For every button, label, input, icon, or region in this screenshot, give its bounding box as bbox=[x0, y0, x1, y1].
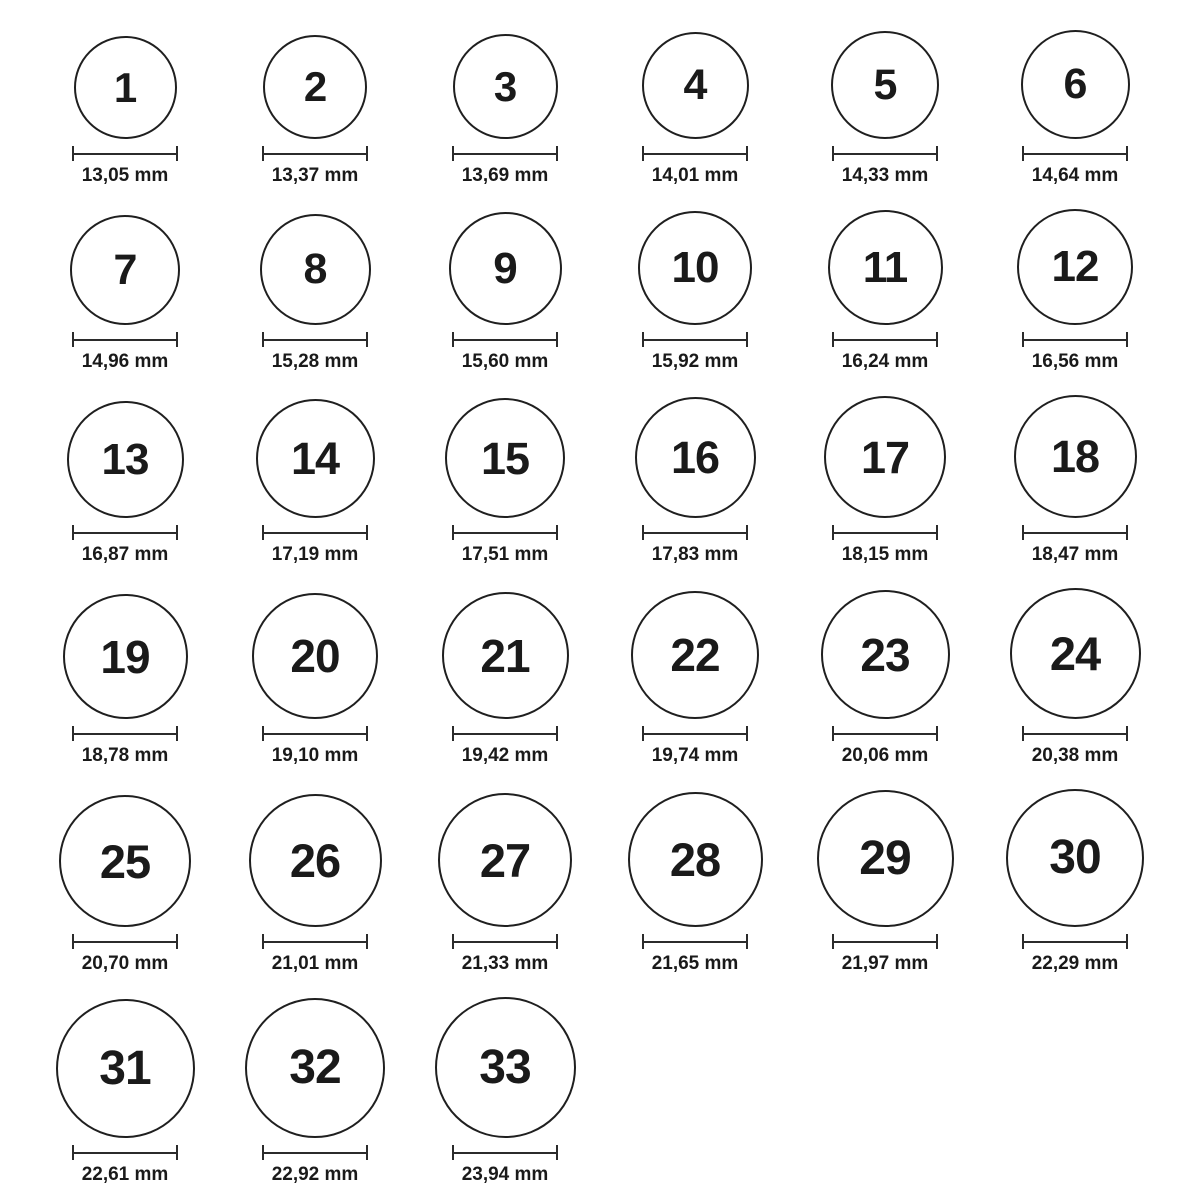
ring-size-number: 26 bbox=[289, 834, 341, 887]
diameter-measure-line bbox=[832, 525, 938, 540]
ring-size-number: 20 bbox=[290, 630, 340, 682]
diameter-label: 21,97 mm bbox=[841, 953, 929, 974]
ring-circle bbox=[628, 792, 763, 927]
ring-size-number: 32 bbox=[289, 1041, 341, 1094]
ring-size-cell bbox=[642, 32, 749, 187]
ring-circle bbox=[631, 591, 759, 719]
ring-circle bbox=[435, 997, 576, 1138]
diameter-measure-line bbox=[1022, 146, 1128, 161]
ring-size-cell bbox=[635, 397, 756, 566]
diameter-measure-line bbox=[262, 146, 368, 161]
diameter-measure-line bbox=[72, 726, 178, 741]
ring-circle bbox=[817, 790, 954, 927]
diameter-measure-line bbox=[1022, 332, 1128, 347]
diameter-measure-line bbox=[832, 146, 938, 161]
ring-circle bbox=[438, 793, 572, 927]
ring-size-number: 7 bbox=[113, 245, 137, 294]
ring-size-number: 5 bbox=[873, 60, 897, 109]
ring-size-cell bbox=[1014, 395, 1137, 566]
ring-size-cell bbox=[252, 593, 378, 767]
diameter-label: 22,29 mm bbox=[1031, 953, 1119, 974]
ring-size-number: 6 bbox=[1063, 60, 1087, 108]
diameter-measure-line bbox=[262, 726, 368, 741]
diameter-label: 17,51 mm bbox=[461, 544, 549, 565]
ring-circle bbox=[638, 211, 752, 325]
ring-size-cell bbox=[435, 997, 576, 1186]
diameter-measure-line bbox=[452, 525, 558, 540]
diameter-label: 20,70 mm bbox=[81, 953, 169, 974]
ring-size-cell bbox=[245, 998, 385, 1186]
ring-size-cell bbox=[449, 212, 562, 373]
ring-size-number: 9 bbox=[493, 243, 517, 293]
ring-size-number: 24 bbox=[1049, 627, 1101, 680]
diameter-measure-line bbox=[452, 332, 558, 347]
ring-size-cell bbox=[817, 790, 954, 975]
diameter-measure-line bbox=[642, 525, 748, 540]
ring-circle bbox=[1021, 30, 1130, 139]
ring-circle bbox=[1010, 588, 1141, 719]
diameter-label: 16,87 mm bbox=[81, 544, 169, 565]
ring-circle bbox=[445, 398, 565, 518]
diameter-label: 15,28 mm bbox=[271, 351, 359, 372]
ring-size-number: 33 bbox=[479, 1040, 531, 1094]
ring-size-cell bbox=[831, 31, 939, 187]
ring-circle bbox=[1006, 789, 1144, 927]
ring-circle bbox=[59, 795, 191, 927]
diameter-label: 22,61 mm bbox=[81, 1164, 169, 1185]
diameter-measure-line bbox=[832, 934, 938, 949]
ring-circle bbox=[256, 399, 375, 518]
ring-size-number: 11 bbox=[862, 242, 908, 292]
diameter-measure-line bbox=[1022, 726, 1128, 741]
ring-size-number: 30 bbox=[1049, 831, 1101, 884]
ring-size-cell bbox=[452, 34, 558, 187]
ring-size-cell bbox=[56, 999, 195, 1186]
ring-circle bbox=[249, 794, 382, 927]
diameter-label: 18,47 mm bbox=[1031, 544, 1119, 565]
ring-circle bbox=[252, 593, 378, 719]
ring-size-number: 13 bbox=[101, 434, 149, 484]
ring-size-number: 3 bbox=[493, 62, 517, 110]
diameter-label: 21,33 mm bbox=[461, 953, 549, 974]
ring-circle bbox=[824, 396, 946, 518]
ring-size-number: 21 bbox=[480, 629, 530, 682]
ring-circle bbox=[635, 397, 756, 518]
diameter-measure-line bbox=[642, 146, 748, 161]
diameter-label: 14,33 mm bbox=[841, 165, 929, 186]
ring-size-cell bbox=[442, 592, 569, 767]
diameter-measure-line bbox=[262, 934, 368, 949]
diameter-measure-line bbox=[1022, 525, 1128, 540]
ring-size-cell bbox=[262, 35, 368, 187]
diameter-measure-line bbox=[262, 525, 368, 540]
ring-circle bbox=[642, 32, 749, 139]
ring-size-cell bbox=[824, 396, 946, 566]
diameter-measure-line bbox=[642, 934, 748, 949]
ring-circle bbox=[453, 34, 558, 139]
diameter-label: 19,74 mm bbox=[651, 745, 739, 766]
diameter-measure-line bbox=[262, 332, 368, 347]
diameter-label: 22,92 mm bbox=[271, 1164, 359, 1185]
diameter-label: 15,60 mm bbox=[461, 351, 549, 372]
diameter-label: 18,78 mm bbox=[81, 745, 169, 766]
ring-circle bbox=[63, 594, 188, 719]
ring-circle bbox=[67, 401, 184, 518]
diameter-label: 17,83 mm bbox=[651, 544, 739, 565]
diameter-measure-line bbox=[452, 146, 558, 161]
ring-size-number: 28 bbox=[669, 833, 721, 886]
diameter-label: 14,64 mm bbox=[1031, 165, 1119, 186]
diameter-measure-line bbox=[832, 332, 938, 347]
diameter-measure-line bbox=[72, 934, 178, 949]
ring-size-cell bbox=[72, 36, 178, 187]
ring-size-cell bbox=[249, 794, 382, 975]
diameter-label: 20,06 mm bbox=[841, 745, 929, 766]
diameter-label: 13,05 mm bbox=[81, 165, 169, 186]
ring-circle bbox=[70, 215, 180, 325]
ring-size-cell bbox=[260, 214, 371, 373]
ring-circle bbox=[831, 31, 939, 139]
ring-size-number: 15 bbox=[480, 432, 530, 484]
ring-size-cell bbox=[70, 215, 180, 373]
ring-size-number: 2 bbox=[303, 63, 327, 110]
diameter-label: 20,38 mm bbox=[1031, 745, 1119, 766]
diameter-label: 14,01 mm bbox=[651, 165, 739, 186]
ring-circle bbox=[442, 592, 569, 719]
ring-size-number: 29 bbox=[859, 831, 911, 885]
ring-size-number: 17 bbox=[860, 431, 910, 483]
ring-size-cell bbox=[67, 401, 184, 566]
diameter-label: 19,42 mm bbox=[461, 745, 549, 766]
ring-size-number: 27 bbox=[479, 833, 531, 887]
ring-size-number: 22 bbox=[670, 629, 720, 681]
diameter-measure-line bbox=[642, 332, 748, 347]
diameter-measure-line bbox=[1022, 934, 1128, 949]
ring-size-number: 23 bbox=[860, 628, 910, 681]
diameter-label: 13,37 mm bbox=[271, 165, 359, 186]
ring-circle bbox=[56, 999, 195, 1138]
diameter-measure-line bbox=[72, 332, 178, 347]
ring-size-number: 1 bbox=[113, 63, 137, 111]
ring-circle bbox=[260, 214, 371, 325]
ring-size-number: 18 bbox=[1050, 431, 1100, 482]
diameter-measure-line bbox=[452, 1145, 558, 1160]
ring-size-cell bbox=[1006, 789, 1144, 975]
diameter-label: 23,94 mm bbox=[461, 1164, 549, 1185]
ring-size-number: 4 bbox=[683, 61, 707, 109]
ring-size-number: 19 bbox=[100, 630, 150, 683]
ring-size-number: 25 bbox=[99, 834, 151, 888]
ring-size-cell bbox=[63, 594, 188, 767]
diameter-measure-line bbox=[642, 726, 748, 741]
diameter-measure-line bbox=[452, 934, 558, 949]
ring-circle bbox=[245, 998, 385, 1138]
ring-size-number: 14 bbox=[290, 433, 340, 484]
ring-size-cell bbox=[1010, 588, 1141, 767]
diameter-label: 21,01 mm bbox=[271, 953, 359, 974]
ring-size-number: 8 bbox=[303, 245, 327, 293]
diameter-label: 16,56 mm bbox=[1031, 351, 1119, 372]
ring-circle bbox=[1014, 395, 1137, 518]
diameter-label: 14,96 mm bbox=[81, 351, 169, 372]
ring-size-number: 12 bbox=[1051, 242, 1099, 291]
ring-circle bbox=[828, 210, 943, 325]
ring-size-cell bbox=[59, 795, 191, 975]
diameter-label: 15,92 mm bbox=[651, 351, 739, 372]
diameter-measure-line bbox=[832, 726, 938, 741]
diameter-label: 17,19 mm bbox=[271, 544, 359, 565]
diameter-label: 16,24 mm bbox=[841, 351, 929, 372]
ring-size-number: 10 bbox=[671, 243, 719, 292]
diameter-measure-line bbox=[72, 1145, 178, 1160]
ring-circle bbox=[821, 590, 950, 719]
ring-size-cell bbox=[631, 591, 759, 767]
ring-size-cell bbox=[256, 399, 375, 566]
ring-circle bbox=[263, 35, 367, 139]
diameter-measure-line bbox=[452, 726, 558, 741]
diameter-label: 19,10 mm bbox=[271, 745, 359, 766]
ring-circle bbox=[449, 212, 562, 325]
ring-size-cell bbox=[821, 590, 950, 767]
ring-size-number: 16 bbox=[670, 432, 720, 483]
ring-circle bbox=[74, 36, 177, 139]
diameter-measure-line bbox=[72, 525, 178, 540]
diameter-measure-line bbox=[72, 146, 178, 161]
diameter-label: 18,15 mm bbox=[841, 544, 929, 565]
ring-size-cell bbox=[628, 792, 763, 975]
ring-size-cell bbox=[1021, 30, 1130, 187]
diameter-label: 21,65 mm bbox=[651, 953, 739, 974]
ring-circle bbox=[1017, 209, 1133, 325]
ring-size-number: 31 bbox=[99, 1041, 151, 1095]
diameter-label: 13,69 mm bbox=[461, 165, 549, 186]
ring-size-cell bbox=[438, 793, 572, 975]
ring-size-cell bbox=[1017, 209, 1133, 373]
ring-size-cell bbox=[445, 398, 565, 566]
ring-size-cell bbox=[828, 210, 943, 373]
ring-size-cell bbox=[638, 211, 752, 373]
diameter-measure-line bbox=[262, 1145, 368, 1160]
